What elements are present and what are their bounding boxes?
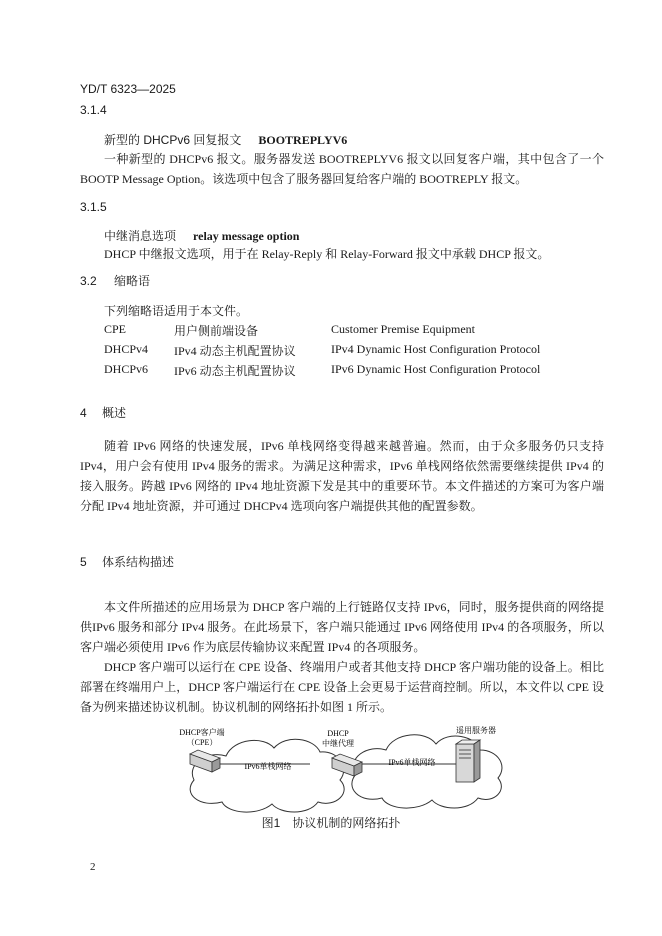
network-topology-diagram (150, 718, 510, 818)
server-icon (456, 740, 480, 782)
client-label: DHCP客户端 (179, 728, 225, 737)
term-chinese: 中继消息选项 (104, 229, 177, 243)
abbreviation-english: Customer Premise Equipment (331, 322, 475, 336)
page-number: 2 (90, 861, 96, 873)
section-number: 3.1.5 (80, 200, 107, 214)
abbreviation-row (0, 362, 662, 378)
abbreviation-english: IPv6 Dynamic Host Configuration Protocol (331, 362, 541, 376)
abbreviation: DHCPv6 (104, 362, 149, 376)
term-english: relay message option (193, 229, 300, 243)
ipv6-network-cloud (190, 739, 344, 812)
section-number: 4 (80, 406, 87, 420)
term-heading (104, 227, 299, 244)
architecture-paragraph: 本文件所描述的应用场景为 DHCP 客户端的上行链路仅支持 IPv6，同时，服务提供商的网络提供IPv6 服务和部分 IPv4 服务。在此场景下，客户端只能通过 IPv6 网络使用 IPv4 的各项服务，所以客户端必须使用 IPv6 作为底层传输协议来配置 IPv4 的各项服务。 (80, 600, 604, 654)
abbreviations-intro: 下列缩略语适用于本文件。 (104, 304, 249, 318)
abbreviation-row (0, 342, 662, 358)
section-heading (80, 272, 150, 289)
abbreviation: DHCPv4 (104, 342, 149, 356)
client-label: （CPE） (186, 738, 218, 747)
section-heading (80, 404, 126, 421)
section-number: 3.1.4 (80, 103, 107, 117)
section-heading (80, 553, 174, 570)
architecture-paragraph: DHCP 客户端可以运行在 CPE 设备、终端用户或者其他支持 DHCP 客户端功能的设备上。相比部署在终端用户上，DHCP 客户端运行在 CPE 设备上会更易于运营商控制。所以，本文件以 CPE 设备为例来描述协议机制。协议机制的网络拓扑如图 1 所示。 (80, 660, 604, 714)
figure-caption: 图1 协议机制的网络拓扑 (261, 816, 401, 830)
document-id: YD/T 6323—2025 (80, 82, 176, 96)
section-title: 缩略语 (114, 274, 151, 288)
term-english: BOOTREPLYV6 (258, 133, 348, 147)
section-number: 5 (80, 555, 87, 569)
abbreviation-english: IPv4 Dynamic Host Configuration Protocol (331, 342, 541, 356)
abbreviation-chinese: 用户侧前端设备 (174, 324, 259, 338)
cloud-label: IPv6单栈网络 (244, 762, 292, 771)
section-number: 3.2 (80, 274, 97, 288)
relay-label: DHCP (327, 729, 349, 738)
abbreviation-row (0, 322, 662, 338)
abbreviation: CPE (104, 322, 127, 336)
term-heading (104, 131, 347, 148)
term-definition: DHCP 中继报文选项，用于在 Relay-Reply 和 Relay-Forward 报文中承载 DHCP 报文。 (104, 247, 550, 261)
abbreviation-chinese: IPv4 动态主机配置协议 (174, 344, 296, 358)
relay-label: 中继代理 (322, 739, 354, 748)
cloud-label: IPv6单栈网络 (388, 758, 436, 767)
server-label: 遥用服务器 (456, 726, 496, 735)
term-definition: 一种新型的 DHCPv6 报文。服务器发送 BOOTREPLYV6 报文以回复客户端，其中包含了一个BOOTP Message Option。该选项中包含了服务器回复给客户端的 BOOTREPLY 报文。 (80, 152, 604, 186)
overview-paragraph: 随着 IPv6 网络的快速发展，IPv6 单栈网络变得越来越普遍。然而，由于众多服务仍只支持 IPv4，用户会有使用 IPv4 服务的需求。为满足这种需求，IPv6 单栈网络依然需要继续提供 IPv4 的接入服务。跨越 IPv6 网络的 IPv4 地址资源下发是其中的重要环节。本文件描述的方案可为客户端分配 IPv4 地址资源，并可通过 DHCPv4 选项向客户端提供其他的配置参数。 (80, 439, 604, 513)
section-title: 体系结构描述 (102, 555, 175, 569)
abbreviation-chinese: IPv6 动态主机配置协议 (174, 364, 296, 378)
section-title: 概述 (102, 406, 127, 420)
term-chinese: 新型的 DHCPv6 回复报文 (104, 133, 242, 147)
